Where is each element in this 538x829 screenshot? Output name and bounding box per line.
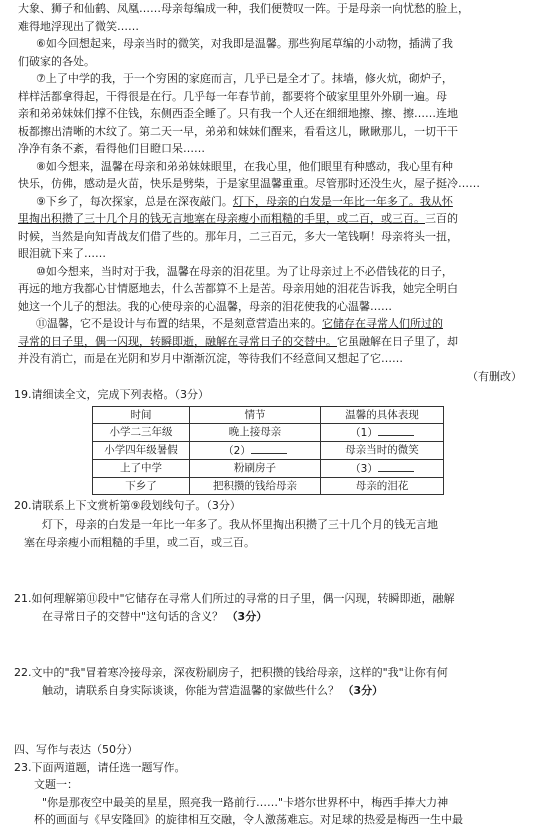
blank-label: （3） <box>350 462 378 475</box>
quoted-sentence: 塞在母亲瘦小而粗糙的手里，或二百，或三百。 <box>24 535 255 549</box>
table-row <box>93 459 444 477</box>
underlined-sentence: 里掏出积攒了三十几个月的钱无言地塞在母亲瘦小而粗糙的手里，或二百，或三百。 <box>18 212 425 225</box>
question-19-table <box>92 406 444 495</box>
table-header-row <box>93 406 444 423</box>
table-cell-blank[interactable] <box>321 459 444 477</box>
table-row <box>93 477 444 494</box>
table-row <box>93 441 444 459</box>
text-line: 在寻常日子的交替中"这句话的含义？ <box>42 609 224 623</box>
text-line: ⑨下乡了，每次探家，总是在深夜敲门。 <box>36 194 233 208</box>
table-cell: 小学四年级暑假 <box>93 441 190 459</box>
topic-1-label: 文题一： <box>34 778 78 791</box>
answer-space[interactable] <box>14 699 528 737</box>
paragraph-7 <box>14 70 528 88</box>
table-cell: 小学二三年级 <box>93 423 190 441</box>
text-line: 并没有消亡，而是在光阴和岁月中渐渐沉淀，等待我们不经意间又想起了它…… <box>18 352 403 365</box>
paragraph-6 <box>14 35 528 53</box>
text-line: ⑪温馨，它不是设计与布置的结果，不是刻意营造出来的。 <box>36 317 322 330</box>
table-cell: 上了中学 <box>93 459 190 477</box>
paragraph-10 <box>14 263 528 281</box>
answer-blank[interactable] <box>251 442 287 454</box>
table-row <box>93 423 444 441</box>
text-line: 时候，当然是向知青战友们借了些的。那年月，二三百元，多大一笔钱啊！母亲将头一扭， <box>18 229 458 243</box>
underlined-sentence: 寻常的日子里，偶一闪现，转瞬即逝，融解在寻常日子的交替中。 <box>18 334 337 348</box>
table-cell: 母亲的泪花 <box>321 477 444 494</box>
question-21-line <box>14 608 528 626</box>
score-label: （3分） <box>226 609 268 623</box>
paragraph-11 <box>14 315 528 333</box>
text-line: 再远的地方我都心甘情愿地去，什么苦都算不上是苦。母亲用她的泪花告诉我，她完全明白 <box>18 282 458 295</box>
question-23-title: 23.下面两道题，请任选一题写作。 <box>14 760 186 774</box>
table-cell-blank[interactable] <box>190 441 321 459</box>
table-header: 时间 <box>93 406 190 423</box>
text-line: 快乐，仿佛，感动是火苗，快乐是劈柴，于是家里温馨重重。尽管那时还没生火，屋子挺冷…… <box>18 177 480 190</box>
answer-blank[interactable] <box>378 424 414 436</box>
section-4-title: 四、写作与表达（50分） <box>14 743 138 756</box>
table-cell: 下乡了 <box>93 477 190 494</box>
text-line: ⑩如今想来，当时对于我，温馨在母亲的泪花里。为了让母亲过上不必借钱花的日子， <box>36 264 453 278</box>
text-line: ⑥如今回想起来，母亲当时的微笑，对我即是温馨。那些狗尾草编的小动物，插满了我 <box>36 37 453 50</box>
text-line: ⑦上了中学的我，于一个穷困的家庭而言，几乎已是全才了。抹墙，修火炕，砌炉子， <box>36 72 453 85</box>
table-cell-blank[interactable] <box>321 423 444 441</box>
text-line: 触动，请联系自身实际谈谈，你能为营造温馨的家做些什么？ <box>42 683 339 697</box>
table-header: 情节 <box>190 406 321 423</box>
text-line: 们破家的各处。 <box>18 54 95 68</box>
table-header: 温馨的具体表现 <box>321 406 444 423</box>
topic-1-text: "你是那夜空中最美的星星，照亮我一路前行……"卡塔尔世界杯中，梅西手捧大力神 <box>42 795 449 809</box>
topic-1-text: 杯的画面与《早安隆回》的旋律相互交融，令人激荡难忘。对足球的热爱是梅西一生中最 <box>34 813 463 826</box>
underlined-sentence: 灯下，母亲的白发是一年比一年多了。我从怀 <box>232 194 453 208</box>
table-cell: 晚上接母亲 <box>190 423 321 441</box>
paragraph-8 <box>14 158 528 176</box>
text-line: 它虽融解在日子里了，却 <box>337 334 458 348</box>
text-line: 大象、狮子和仙鹤、凤凰……母亲每编成一种，我们便赞叹一阵。于是母亲一向忧愁的脸上， <box>18 2 469 15</box>
question-21-line: 21.如何理解第⑪段中"它储存在寻常人们所过的寻常的日子里，偶一闪现，转瞬即逝，融解 <box>14 592 455 605</box>
text-line: 三百的 <box>425 212 458 225</box>
text-line: 净净有条不紊，看得他们目瞪口呆…… <box>18 142 205 155</box>
underlined-sentence: 它储存在寻常人们所过的 <box>322 317 443 330</box>
text-line: ⑧如今想来，温馨在母亲和弟弟妹妹眼里，在我心里，他们眼里有种感动，我心里有种 <box>36 159 453 173</box>
quoted-sentence: 灯下，母亲的白发是一年比一年多了。我从怀里掏出积攒了三十几个月的钱无言地 <box>42 518 438 531</box>
answer-space[interactable] <box>14 625 528 663</box>
table-cell: 把积攒的钱给母亲 <box>190 477 321 494</box>
question-22-line <box>14 682 528 700</box>
answer-space[interactable] <box>14 551 528 589</box>
paragraph-9 <box>14 193 528 211</box>
blank-label: （2） <box>223 444 251 457</box>
question-22-line: 22.文中的"我"冒着寒冷接母亲，深夜粉刷房子，把积攒的钱给母亲，这样的"我"让你有何 <box>14 666 448 679</box>
question-19-title: 19.请细读全文，完成下列表格。（3分） <box>14 388 209 401</box>
text-line <box>14 210 528 228</box>
table-cell: 粉刷房子 <box>190 459 321 477</box>
score-label: （3分） <box>342 683 384 697</box>
answer-blank[interactable] <box>378 460 414 472</box>
text-line <box>14 333 528 351</box>
text-line: 板都擦出清晰的木纹了。第二天一早，弟弟和妹妹们醒来，看看这儿，瞅瞅那儿，一切干干 <box>18 124 458 138</box>
blank-label: （1） <box>350 426 378 439</box>
text-line: 样样活都拿得起，干得很是在行。几乎每一年春节前，都要将个破家里里外外刷一遍。母 <box>18 89 447 103</box>
text-line: 她这一个儿子的想法。我的心使母亲的心温馨，母亲的泪花使我的心温馨…… <box>18 299 392 313</box>
text-line: 难得地浮现出了微笑…… <box>18 19 139 33</box>
paragraph-5-end <box>14 0 528 18</box>
question-20-title: 20.请联系上下文赏析第⑨段划线句子。（3分） <box>14 498 241 512</box>
source-note: （有删改） <box>467 369 522 383</box>
table-cell: 母亲当时的微笑 <box>321 441 444 459</box>
text-line: 眼泪就下来了…… <box>18 247 106 260</box>
text-line: 亲和弟弟妹妹们撑不住钱，东侧西歪全睡了。只有我一个人还在细细地擦、擦、擦……连地 <box>18 107 458 120</box>
